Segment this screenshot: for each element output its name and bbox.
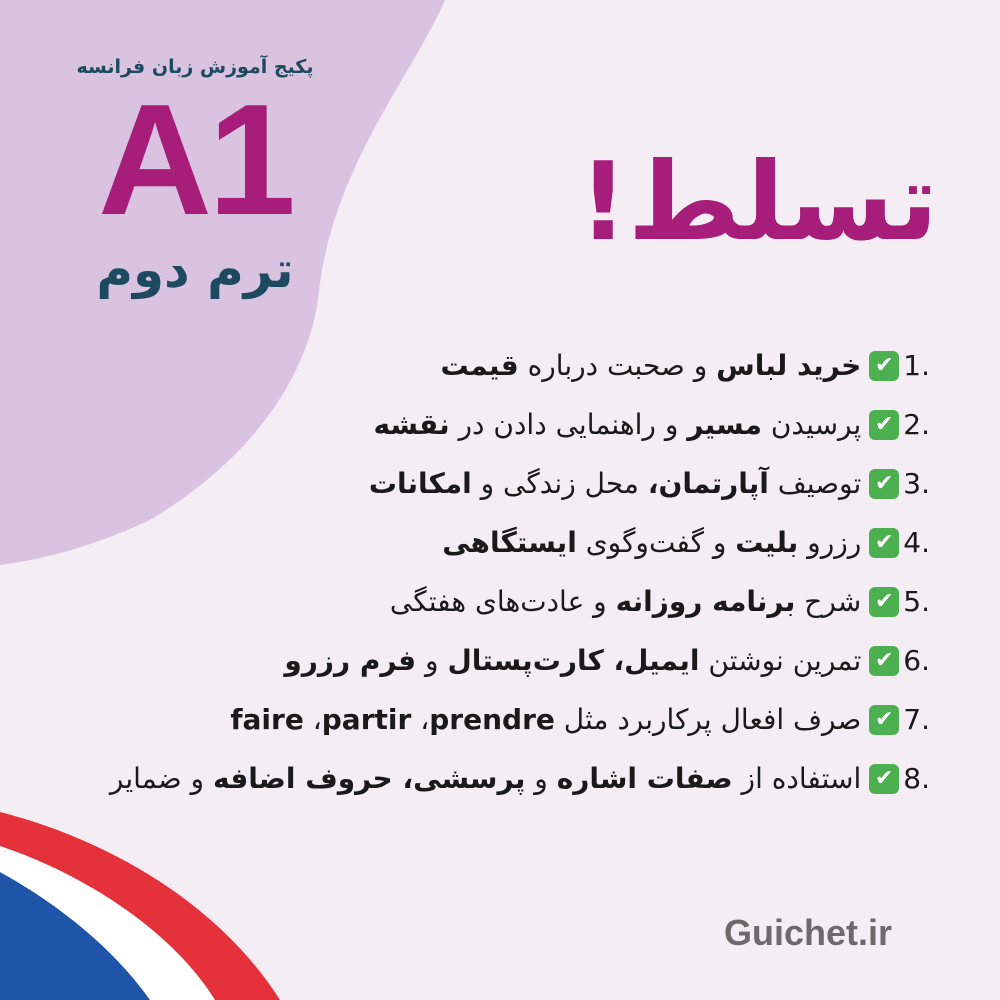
item-text: و ضمایر: [109, 762, 213, 795]
term-label: ترم دوم: [96, 241, 294, 299]
checkmark-icon: ✔: [869, 705, 899, 735]
list-item: [50, 631, 930, 690]
list-item: [50, 395, 930, 454]
item-text-bold: نقشه: [373, 408, 450, 441]
headline: تسلط!: [578, 140, 938, 265]
item-text-bold: صفات اشاره: [556, 762, 733, 795]
item-text-bold: بلیت: [735, 526, 799, 559]
item-text-bold: برنامه روزانه: [615, 585, 796, 618]
item-number: .3: [903, 467, 930, 500]
item-text-bold: faire: [230, 703, 304, 736]
item-text: و: [416, 644, 448, 677]
list-item: [50, 454, 930, 513]
item-text-bold: prendre: [429, 703, 555, 736]
checkmark-icon: ✔: [869, 351, 899, 381]
item-number: .8: [903, 762, 930, 795]
item-number: .1: [903, 349, 930, 382]
checkmark-icon: ✔: [869, 528, 899, 558]
checkmark-icon: ✔: [869, 764, 899, 794]
item-text: ،: [303, 703, 322, 736]
item-text: پرسیدن: [761, 408, 862, 441]
checkmark-icon: ✔: [869, 646, 899, 676]
checkmark-icon: ✔: [869, 587, 899, 617]
item-text: رزرو: [798, 526, 862, 559]
item-text: و عادت‌های هفتگی: [389, 585, 616, 618]
item-text: محل زندگی و: [471, 467, 648, 500]
checkmark-icon: ✔: [869, 469, 899, 499]
item-text-bold: partir: [321, 703, 412, 736]
item-text-bold: مسیر: [687, 408, 762, 441]
list-item: [50, 336, 930, 395]
item-text-bold: خرید لباس: [716, 349, 862, 382]
item-text-bold: قیمت: [440, 349, 519, 382]
item-text: و گفت‌وگوی: [576, 526, 736, 559]
item-text: توصیف: [768, 467, 862, 500]
item-text: شرح: [795, 585, 862, 618]
item-text-bold: پرسشی، حروف اضافه: [212, 762, 526, 795]
item-text: و راهنمایی دادن در: [449, 408, 688, 441]
list-item: [50, 749, 930, 808]
item-text-bold: فرم رزرو: [284, 644, 417, 677]
item-text: استفاده از: [732, 762, 862, 795]
item-text-bold: ایمیل، کارت‌پستال: [447, 644, 700, 677]
item-text-bold: امکانات: [368, 467, 472, 500]
item-text: و: [525, 762, 557, 795]
item-text: تمرین نوشتن: [699, 644, 862, 677]
item-number: .6: [903, 644, 930, 677]
list-item: [50, 513, 930, 572]
checkmark-icon: ✔: [869, 410, 899, 440]
level-title: A1: [98, 72, 292, 248]
item-text: ،: [411, 703, 430, 736]
list-item: [50, 572, 930, 631]
item-text-bold: ایستگاهی: [442, 526, 577, 559]
item-text-bold: آپارتمان،: [647, 467, 769, 500]
package-subtitle: پکیج آموزش زبان فرانسه: [76, 56, 314, 78]
item-number: .4: [903, 526, 930, 559]
item-number: .2: [903, 408, 930, 441]
item-number: .7: [903, 703, 930, 736]
feature-list: [50, 336, 930, 808]
item-number: .5: [903, 585, 930, 618]
item-text: صرف افعال پرکاربرد مثل: [554, 703, 862, 736]
list-item: [50, 690, 930, 749]
website-label: Guichet.ir: [723, 912, 892, 953]
item-text: و صحبت درباره: [518, 349, 717, 382]
